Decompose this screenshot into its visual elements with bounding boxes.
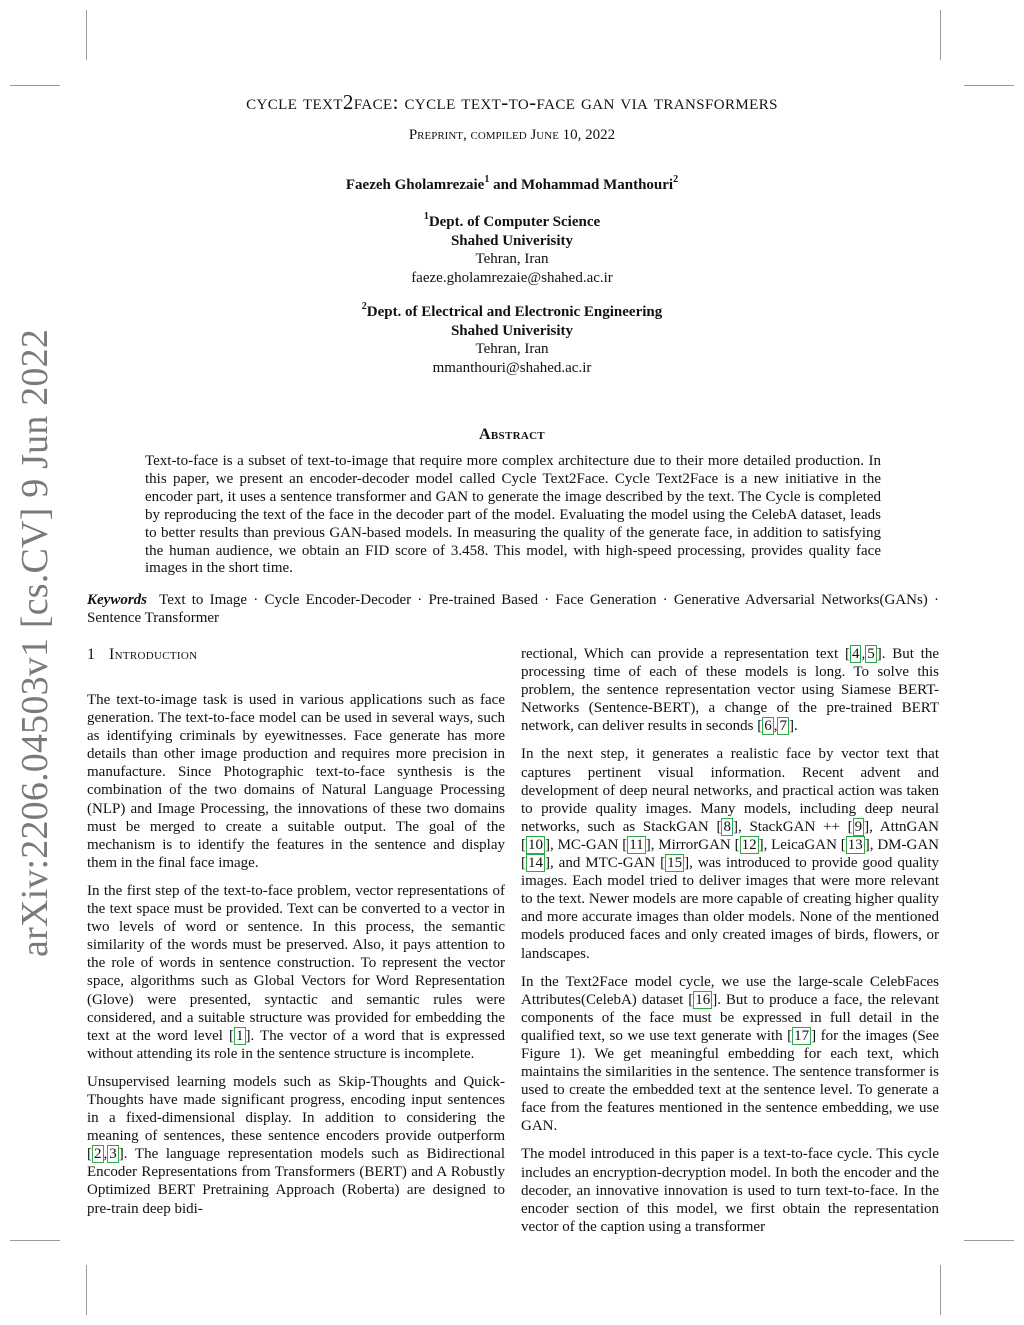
citation-link[interactable]: 12 xyxy=(741,836,757,853)
citation-link[interactable]: 6 xyxy=(764,718,772,735)
citation-link[interactable]: 5 xyxy=(867,646,875,662)
crop-mark xyxy=(86,10,87,60)
section-heading xyxy=(87,646,197,664)
crop-mark xyxy=(10,85,60,86)
citation-link[interactable]: 9 xyxy=(854,818,863,835)
paragraph: rectional, Which can provide a representation text [ 4 , 5 ]. But the processing time of each of these models is long. To solve this problem, the sentence representation vector using Siamese BERT-Networks (Sentence-BERT), a change of the pre-trained BERT network, can deliver results in seconds [ 6 , 7 ]. xyxy=(521,646,939,735)
author-name: Mohammad Manthouri xyxy=(521,177,674,193)
author-list xyxy=(0,174,1024,194)
citation-link[interactable]: 3 xyxy=(109,1146,117,1163)
paragraph: In the Text2Face model cycle, we use the large-scale CelebFaces Attributes(CelebA) dataset [ 16 ]. But to produce a face, the relevant components of the face must be expressed in full detail in the qualified text, so we use text generate with [ 17 ] for the images (See Figure 1). We get meaningful embedding for each text, which maintains the similarities in the sentence. The sentence transformer is used to create the embedded text at the sentence level. To generate a face from the features mentioned in the sentence embedding, we use GAN. xyxy=(521,973,940,1135)
citation-link[interactable]: 7 xyxy=(779,718,787,735)
author-name: Faezeh Gholamrezaie xyxy=(345,177,485,193)
crop-mark xyxy=(86,1265,87,1315)
crop-mark xyxy=(10,1240,60,1241)
affiliation-email: mmanthouri@shahed.ac.ir xyxy=(432,359,592,376)
crop-mark xyxy=(964,85,1014,86)
keywords-label: Keywords xyxy=(87,592,147,608)
crop-mark xyxy=(940,1265,941,1315)
citation-link[interactable]: 4 xyxy=(851,646,860,662)
left-column xyxy=(87,691,505,1228)
affiliation-marker: 1 xyxy=(484,174,490,185)
affiliation-block xyxy=(0,213,1024,287)
affiliation-city: Tehran, Iran xyxy=(475,341,549,357)
keywords xyxy=(87,591,939,627)
paragraph: Unsupervised learning models such as Skip-Thoughts and Quick-Thoughts have made significant progress, encoding input sentences in a fixed-dimensional display. In addition to considering the meaning of sentences, these sentence encoders provide outperform [ 2 , 3 ]. The language representation models such as Bidirectional Encoder Representations from Transformers (BERT) and A Robustly Optimized BERT Pretraining Approach (Roberta) are designed to pre-train deep bidi- xyxy=(87,1073,505,1217)
keywords-text: Text to Image · Cycle Encoder-Decoder · Pre-trained Based · Face Generation · Generative Adversarial Networks(GANs) · Sentence Transformer xyxy=(87,592,939,626)
affiliation-dept: Dept. of Computer Science xyxy=(428,214,601,230)
citation-link[interactable]: 11 xyxy=(629,836,644,853)
citation-link[interactable]: 15 xyxy=(667,855,683,872)
paragraph: In the next step, it generates a realistic face by vector text that captures pertinent visual information. Recent advent and development of deep neural networks, and practical action was taken to provide quality images. Many models, including deep neural networks, such as StackGAN [ 8 ], StackGAN ++ [ 9 ], AttnGAN [ 10 ], MC-GAN [ 11 ], MirrorGAN [ 12 ], LeicaGAN [ 13 ], DM-GAN [ 14 ], and MTC-GAN [ 15 ], was introduced to provide good quality images. Each model tried to deliver images that were more relevant to the text. Newer models are more capable of creating higher quality and more accurate images than older models. None of the mentioned models produced faces and only created images of birds, flowers, or landscapes. xyxy=(521,746,940,962)
right-column xyxy=(521,645,939,1246)
citation-link[interactable]: 17 xyxy=(794,1027,810,1044)
citation-link[interactable]: 2 xyxy=(94,1146,102,1163)
affiliation-marker: 1 xyxy=(423,211,429,222)
citation-link[interactable]: 16 xyxy=(695,991,711,1008)
paragraph: In the first step of the text-to-face problem, vector representations of the text space must be provided. Text can be converted to a vector in two levels of word or sentence. In this process, the semantic similarity of the words must be preserved. Also, it pays attention to the role of words in sentence construction. To represent the vector space, algorithms such as Global Vectors for Word Representation (Glove) were presented, syntactic and semantic rules were considered, and a suitable structure was provided for embedding the text at the word level [ 1 ]. The vector of a word that is expressed without attending its role in the sentence structure is incomplete. xyxy=(87,882,505,1062)
paragraph: The text-to-image task is used in various applications such as face generation. The text-to-face model can be used in several ways, such as identifying criminals by eyewitnesses. Face generate has more details than other image production and requires more precision in manufacture. Since Photographic text-to-face synthesis is the combination of the two domains of Natural Language Processing (NLP) and Image Processing, the innovations of these two domains must be merged to create a suitable output. The goal of the mechanism is to identify the features in the sentence and display them in the final face image. xyxy=(87,692,505,871)
affiliation-marker: 2 xyxy=(361,301,367,312)
crop-mark xyxy=(940,10,941,60)
author-conjunction: and xyxy=(489,177,522,193)
citation-link[interactable]: 10 xyxy=(528,836,543,853)
preprint-date: Preprint, compiled June 10, 2022 xyxy=(408,127,616,143)
arxiv-identifier: arXiv:2206.04503v1 [cs.CV] 9 Jun 2022 xyxy=(14,328,56,957)
affiliation-city: Tehran, Iran xyxy=(475,251,549,267)
citation-link[interactable]: 1 xyxy=(236,1027,244,1044)
affiliation-dept: Dept. of Electrical and Electronic Engineering xyxy=(366,304,663,320)
affiliation-marker: 2 xyxy=(673,174,679,185)
section-title: Introduction xyxy=(109,646,198,663)
affiliation-email: faeze.gholamrezaie@shahed.ac.ir xyxy=(411,269,613,286)
paper-title: cycle text2face: cycle text-to-face gan via transformers xyxy=(246,90,778,114)
section-number: 1 xyxy=(87,646,95,663)
affiliation-block xyxy=(0,303,1024,377)
affiliation-university: Shahed Univerisity xyxy=(450,232,574,249)
affiliation-university: Shahed Univerisity xyxy=(450,322,574,339)
abstract-heading: Abstract xyxy=(479,426,545,443)
citation-link[interactable]: 8 xyxy=(723,818,731,835)
abstract-text: Text-to-face is a subset of text-to-image that require more complex architecture due to their more detailed production. In this paper, we present an encoder-decoder model called Cycle Text2Face. Cycle Text2Face is a new initiative in the encoder part, it uses a sentence transformer and GAN to generate the image described by the text. The Cycle is completed by reproducing the text of the face in the decoder part of the model. Evaluating the model using the CelebA dataset, leads to better results than previous GAN-based models. In measuring the quality of the generate face, in addition to satisfying the human audience, we obtain an FID score of 3.458. This model, with high-speed processing, provides quality face images in the short time. xyxy=(145,453,881,577)
citation-link[interactable]: 13 xyxy=(847,836,863,853)
paragraph: The model introduced in this paper is a text-to-face cycle. This cycle includes an encryption-decryption model. In both the encoder and the decoder, an innovative innovation is used to turn text-to-face. In the encoder section of this model, we first obtain the representation vector of the caption using a transformer xyxy=(521,1146,939,1235)
crop-mark xyxy=(964,1240,1014,1241)
citation-link[interactable]: 14 xyxy=(528,855,543,872)
